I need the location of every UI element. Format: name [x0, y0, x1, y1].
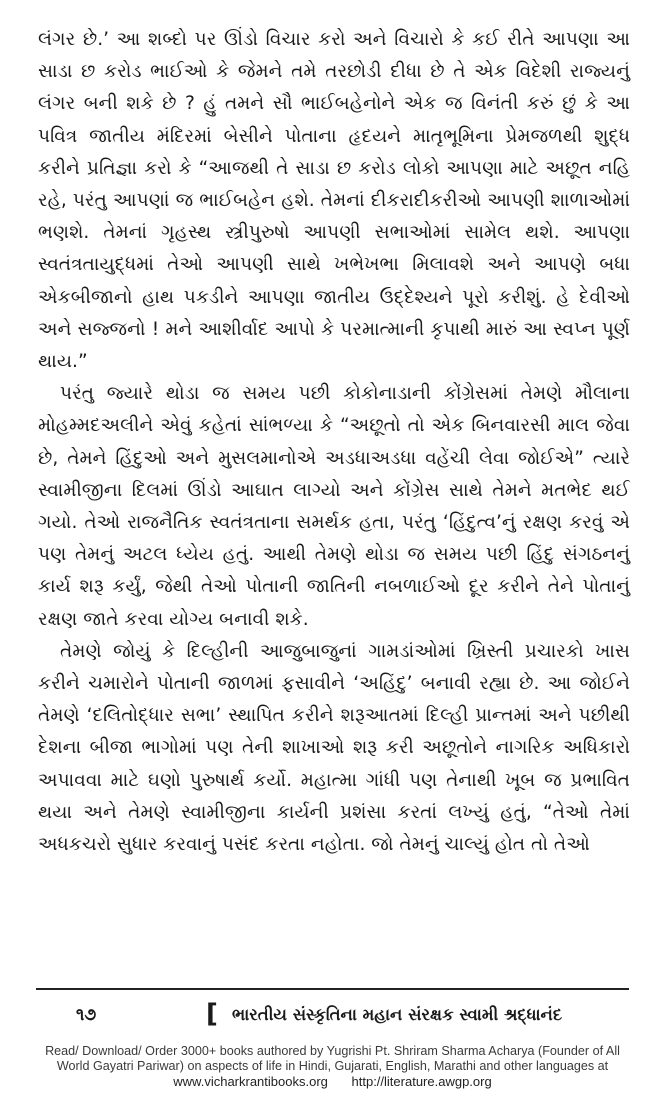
paragraph-2: પરંતુ જ્યારે થોડા જ સમય પછી કોકોનાડાની કોંગ્રેસમાં તેમણે મૌલાના મોહમ્મદઅલીને એવું કહેતાં સાંભળ્યા કે “અછૂતો તો એક બિનવારસી માલ જેવા છે, તેમને હિંદુઓ અને મુસલમાનોએ અડધાઅડધા વહેંચી લેવા જોઈએ” ત્યારે સ્વામીજીના દિલમાં ઊંડો આઘાત લાગ્યો અને કોંગ્રેસ સાથે તેમને મતભેદ થઈ ગયો. તેઓ રાજનૈતિક સ્વતંત્રતાના સમર્થક હતા, પરંતુ ‘હિંદુત્વ’નું રક્ષણ કરવું એ પણ તેમનું અટલ ધ્યેય હતું. આથી તેમણે થોડા જ સમય પછી હિંદુ સંગઠનનું કાર્ય શરૂ કર્યું, જેથી તેઓ પોતાની જાતિની નબળાઈઓ દૂર કરીને તેને પોતાનું રક્ષણ જાતે કરવા યોગ્ય બનાવી શકે. — [38, 383, 630, 630]
link-literature-awgp[interactable]: http://literature.awgp.org — [351, 1074, 492, 1089]
credit-links — [0, 1074, 665, 1089]
page-number: ૧૭ — [76, 1005, 97, 1025]
paragraph-3: તેમણે જોયું કે દિલ્હીની આજુબાજુનાં ગામડાંઓમાં ખ્રિસ્તી પ્રચારકો ખાસ કરીને ચમારોને પોતાની જાળમાં ફસાવીને ‘અહિંદુ’ બનાવી રહ્યા છે. આ જોઈને તેમણે ‘દલિતોદ્ધાર સભા’ સ્થાપિત કરીને શરૂઆતમાં દિલ્હી પ્રાન્તમાં અને પછીથી દેશના બીજા ભાગોમાં પણ તેની શાખાઓ શરૂ કરી અછૂતોને નાગરિક અધિકારો અપાવવા માટે ઘણો પુરુષાર્થ કર્યો. મહાત્મા ગાંધી પણ તેનાથી ખૂબ જ પ્રભાવિત થયા અને તેમણે સ્વામીજીના કાર્યની પ્રશંસા કરતાં લખ્યું હતું, “તેઓ તેમાં અધકચરો સુધાર કરવાનું પસંદ કરતા નહોતા. જો તેમનું ચાલ્યું હોત તો તેઓ — [38, 640, 630, 856]
book-title: ભારતીય સંસ્કૃતિના મહાન સંરક્ષક સ્વામી શ્રદ્ધાનંદ — [232, 1005, 563, 1024]
credit-line-2: World Gayatri Pariwar) on aspects of life in Hindi, Gujarati, English, Marathi and other languages at — [56, 1059, 609, 1073]
footer-bracket: [ — [206, 999, 218, 1029]
publisher-credit — [0, 1044, 665, 1089]
paragraph-1: લંગર છે.’ આ શબ્દો પર ઊંડો વિચાર કરો અને વિચારો કે કઈ રીતે આપણા આ સાડા છ કરોડ ભાઈઓ કે જેમને તમે તરછોડી દીધા છે તે એક વિદેશી રાજ્યનું લંગર બની શકે છે ? હું તમને સૌ ભાઈબહેનોને એક જ વિનંતી કરું છું કે આ પવિત્ર જાતીય મંદિરમાં બેસીને પોતાના હૃદયને માતૃભૂમિના પ્રેમજળથી શુદ્ધ કરીને પ્રતિજ્ઞા કરો કે “આજથી તે સાડા છ કરોડ લોકો આપણા માટે અછૂત નહિ રહે, પરંતુ આપણાં જ ભાઈબહેન હશે. તેમનાં દીકરાદીકરીઓ આપણી શાળાઓમાં ભણશે. તેમનાં ગૃહસ્થ સ્ત્રીપુરુષો આપણી સભાઓમાં સામેલ થશે. આપણા સ્વતંત્રતાયુદ્ધમાં તેઓ આપણી સાથે ખભેખભા મિલાવશે અને આપણે બધા એકબીજાનો હાથ પકડીને આપણા જાતીય ઉદ્દેશ્યને પૂરો કરીશું. હે દેવીઓ અને સજ્જનો ! મને આશીર્વાદ આપો કે પરમાત્માની કૃપાથી મારું આ સ્વપ્ન પૂર્ણ થાય.” — [38, 29, 630, 373]
credit-line-1: Read/ Download/ Order 3000+ books authored by Yugrishi Pt. Shriram Sharma Acharya (Founder of All — [45, 1044, 620, 1058]
page-footer — [36, 999, 629, 1033]
footer-divider — [36, 988, 629, 990]
body-text — [38, 24, 630, 861]
link-vicharkrantibooks[interactable]: www.vicharkrantibooks.org — [173, 1074, 328, 1089]
